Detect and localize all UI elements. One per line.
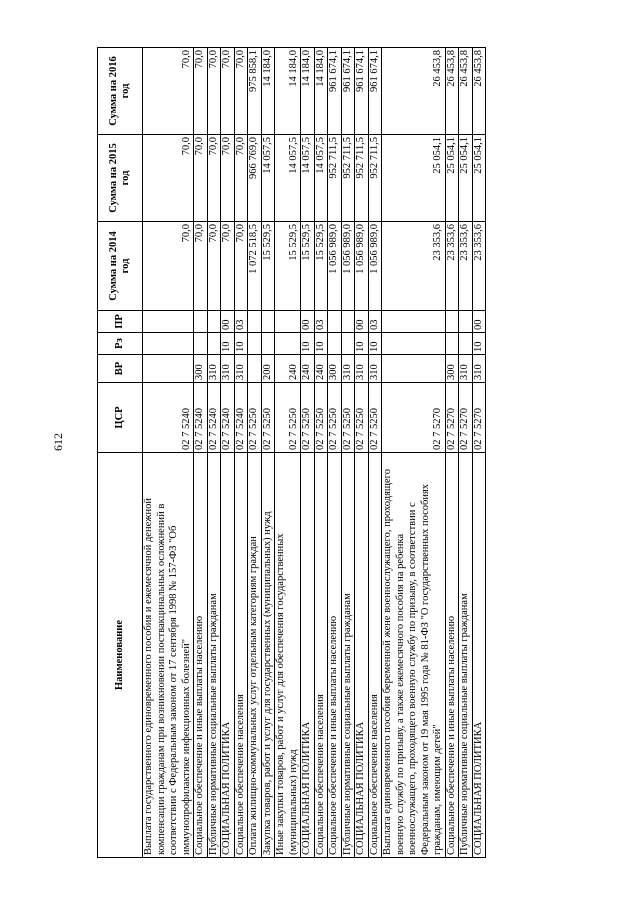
- header-rz: Рз: [98, 333, 143, 355]
- row-pr-cell: 00: [355, 311, 369, 333]
- row-sum-2015-cell: 70,0: [207, 135, 221, 222]
- row-sum-2016-cell: 961 674,1: [368, 48, 382, 135]
- row-sum-2014-cell: 15 529,5: [261, 222, 275, 311]
- row-pr-cell: [143, 311, 194, 333]
- row-sum-2016-cell: 70,0: [207, 48, 221, 135]
- row-sum-2015-cell: 70,0: [194, 135, 208, 222]
- row-sum-2016-cell: 26 453,8: [459, 48, 473, 135]
- table-row: [355, 48, 369, 858]
- row-csr-cell: 02 7 5250: [368, 383, 382, 453]
- row-pr-cell: [194, 311, 208, 333]
- row-rz-cell: 10: [355, 333, 369, 355]
- row-vr-cell: 310: [472, 355, 486, 383]
- row-vr-cell: 310: [368, 355, 382, 383]
- row-sum-2015-cell: 70,0: [143, 135, 194, 222]
- row-vr-cell: 310: [234, 355, 248, 383]
- row-name-cell: Публичные нормативные социальные выплаты гражданам: [341, 453, 355, 858]
- header-row: [98, 48, 143, 858]
- row-csr-cell: 02 7 5250: [261, 383, 275, 453]
- table-row: [207, 48, 221, 858]
- row-sum-2016-cell: 961 674,1: [341, 48, 355, 135]
- row-name-cell: Публичные нормативные социальные выплаты гражданам: [207, 453, 221, 858]
- row-name-cell: СОЦИАЛЬНАЯ ПОЛИТИКА: [355, 453, 369, 858]
- rotated-table-container: [97, 48, 557, 858]
- row-sum-2015-cell: 14 057,5: [314, 135, 328, 222]
- row-sum-2014-cell: 1 056 989,0: [355, 222, 369, 311]
- row-pr-cell: [445, 311, 459, 333]
- row-pr-cell: 00: [472, 311, 486, 333]
- row-vr-cell: 310: [341, 355, 355, 383]
- row-sum-2014-cell: 23 353,6: [459, 222, 473, 311]
- row-sum-2016-cell: 14 184,0: [314, 48, 328, 135]
- row-pr-cell: 03: [234, 311, 248, 333]
- row-sum-2016-cell: 14 184,0: [275, 48, 301, 135]
- table-row: [301, 48, 315, 858]
- row-sum-2015-cell: 25 054,1: [459, 135, 473, 222]
- row-csr-cell: 02 7 5250: [248, 383, 262, 453]
- table-row: [314, 48, 328, 858]
- table-row: [261, 48, 275, 858]
- table-row: [221, 48, 235, 858]
- row-rz-cell: [459, 333, 473, 355]
- row-sum-2016-cell: 70,0: [194, 48, 208, 135]
- row-rz-cell: [207, 333, 221, 355]
- row-vr-cell: [143, 355, 194, 383]
- row-csr-cell: 02 7 5250: [341, 383, 355, 453]
- row-sum-2016-cell: 14 184,0: [261, 48, 275, 135]
- row-sum-2014-cell: 15 529,5: [275, 222, 301, 311]
- row-csr-cell: 02 7 5270: [445, 383, 459, 453]
- row-sum-2015-cell: 952 711,5: [368, 135, 382, 222]
- header-name: Наименование: [98, 453, 143, 858]
- row-rz-cell: [382, 333, 446, 355]
- row-sum-2015-cell: 25 054,1: [445, 135, 459, 222]
- table-row: [472, 48, 486, 858]
- row-csr-cell: 02 7 5270: [459, 383, 473, 453]
- row-name-cell: СОЦИАЛЬНАЯ ПОЛИТИКА: [472, 453, 486, 858]
- header-sum-2016: Сумма на 2016 год: [98, 48, 143, 135]
- row-sum-2014-cell: 70,0: [194, 222, 208, 311]
- row-rz-cell: 10: [472, 333, 486, 355]
- row-name-cell: Социальное обеспечение и иные выплаты населению: [445, 453, 459, 858]
- row-name-cell: Иные закупки товаров, работ и услуг для обеспечения государственных (муниципальных) нужд: [275, 453, 301, 858]
- row-pr-cell: [248, 311, 262, 333]
- row-sum-2016-cell: 70,0: [234, 48, 248, 135]
- row-sum-2015-cell: 14 057,5: [301, 135, 315, 222]
- table-row: [459, 48, 473, 858]
- budget-table: [97, 47, 486, 858]
- row-sum-2014-cell: 23 353,6: [472, 222, 486, 311]
- row-name-cell: Закупка товаров, работ и услуг для государственных (муниципальных) нужд: [261, 453, 275, 858]
- row-rz-cell: [341, 333, 355, 355]
- row-sum-2016-cell: 961 674,1: [355, 48, 369, 135]
- row-csr-cell: 02 7 5240: [221, 383, 235, 453]
- row-vr-cell: 200: [261, 355, 275, 383]
- row-pr-cell: [382, 311, 446, 333]
- row-sum-2015-cell: 70,0: [234, 135, 248, 222]
- row-sum-2015-cell: 14 057,5: [275, 135, 301, 222]
- row-vr-cell: 310: [207, 355, 221, 383]
- row-sum-2016-cell: 70,0: [221, 48, 235, 135]
- row-vr-cell: 240: [275, 355, 301, 383]
- row-vr-cell: 240: [301, 355, 315, 383]
- row-pr-cell: 03: [314, 311, 328, 333]
- table-row: [248, 48, 262, 858]
- row-name-cell: Выплата единовременного пособия беременной жене военнослужащего, проходящего военную службу по призыву, а также ежемесячного пособия на ребенка военнослужащего, проходящего военную службу по призыву, в соответствии с Федеральным законом от 19 мая 1995 года № 81-ФЗ "О государственных пособиях гражданам, имеющим детей": [382, 453, 446, 858]
- row-sum-2014-cell: 70,0: [207, 222, 221, 311]
- row-pr-cell: 03: [368, 311, 382, 333]
- row-sum-2015-cell: 25 054,1: [472, 135, 486, 222]
- row-pr-cell: [459, 311, 473, 333]
- row-sum-2016-cell: 70,0: [143, 48, 194, 135]
- row-sum-2014-cell: 1 056 989,0: [341, 222, 355, 311]
- row-name-cell: Социальное обеспечение и иные выплаты населению: [328, 453, 342, 858]
- table-row: [275, 48, 301, 858]
- row-csr-cell: 02 7 5250: [355, 383, 369, 453]
- row-pr-cell: 00: [301, 311, 315, 333]
- row-csr-cell: 02 7 5240: [234, 383, 248, 453]
- row-csr-cell: 02 7 5250: [301, 383, 315, 453]
- table-row: [234, 48, 248, 858]
- row-csr-cell: 02 7 5250: [314, 383, 328, 453]
- row-sum-2015-cell: 952 711,5: [355, 135, 369, 222]
- row-vr-cell: 300: [194, 355, 208, 383]
- row-sum-2014-cell: 1 072 518,5: [248, 222, 262, 311]
- row-csr-cell: 02 7 5270: [472, 383, 486, 453]
- row-sum-2014-cell: 70,0: [221, 222, 235, 311]
- row-name-cell: Социальное обеспечение населения: [234, 453, 248, 858]
- row-name-cell: Выплата государственного единовременного пособия и ежемесячной денежной компенсации гражданам при возникновении поствакцинальных осложнений в соответствии с Федеральным законом от 17 сентября 1998 № 157-ФЗ "Об иммунопрофилактике инфекционных болезней": [143, 453, 194, 858]
- row-name-cell: Социальное обеспечение и иные выплаты населению: [194, 453, 208, 858]
- row-rz-cell: [194, 333, 208, 355]
- row-sum-2014-cell: 23 353,6: [382, 222, 446, 311]
- row-sum-2014-cell: 15 529,5: [301, 222, 315, 311]
- row-sum-2014-cell: 70,0: [234, 222, 248, 311]
- row-sum-2014-cell: 70,0: [143, 222, 194, 311]
- table-row: [143, 48, 194, 858]
- row-sum-2016-cell: 961 674,1: [328, 48, 342, 135]
- row-vr-cell: 300: [328, 355, 342, 383]
- row-sum-2015-cell: 70,0: [221, 135, 235, 222]
- header-sum-2014: Сумма на 2014 год: [98, 222, 143, 311]
- row-sum-2014-cell: 1 056 989,0: [328, 222, 342, 311]
- row-sum-2016-cell: 26 453,8: [382, 48, 446, 135]
- row-vr-cell: [382, 355, 446, 383]
- row-vr-cell: 310: [221, 355, 235, 383]
- header-pr: ПР: [98, 311, 143, 333]
- row-sum-2015-cell: 952 711,5: [328, 135, 342, 222]
- row-rz-cell: 10: [368, 333, 382, 355]
- row-csr-cell: 02 7 5240: [194, 383, 208, 453]
- row-csr-cell: 02 7 5240: [207, 383, 221, 453]
- row-rz-cell: [143, 333, 194, 355]
- row-rz-cell: 10: [221, 333, 235, 355]
- row-vr-cell: 240: [314, 355, 328, 383]
- row-sum-2015-cell: 14 057,5: [261, 135, 275, 222]
- row-pr-cell: [328, 311, 342, 333]
- row-vr-cell: [248, 355, 262, 383]
- row-name-cell: Социальное обеспечение населения: [368, 453, 382, 858]
- row-sum-2014-cell: 1 056 989,0: [368, 222, 382, 311]
- row-vr-cell: 300: [445, 355, 459, 383]
- row-csr-cell: 02 7 5250: [275, 383, 301, 453]
- table-row: [445, 48, 459, 858]
- row-name-cell: Оплата жилищно-коммунальных услуг отдельным категориям граждан: [248, 453, 262, 858]
- row-rz-cell: [275, 333, 301, 355]
- row-csr-cell: 02 7 5240: [143, 383, 194, 453]
- row-sum-2016-cell: 14 184,0: [301, 48, 315, 135]
- table-row: [382, 48, 446, 858]
- table-row: [341, 48, 355, 858]
- row-pr-cell: [341, 311, 355, 333]
- row-pr-cell: [275, 311, 301, 333]
- row-rz-cell: [248, 333, 262, 355]
- row-name-cell: Социальное обеспечение населения: [314, 453, 328, 858]
- row-sum-2016-cell: 975 858,1: [248, 48, 262, 135]
- row-pr-cell: [207, 311, 221, 333]
- row-rz-cell: [261, 333, 275, 355]
- row-vr-cell: 310: [355, 355, 369, 383]
- row-rz-cell: 10: [234, 333, 248, 355]
- row-sum-2015-cell: 25 054,1: [382, 135, 446, 222]
- header-csr: ЦСР: [98, 383, 143, 453]
- row-pr-cell: [261, 311, 275, 333]
- row-sum-2015-cell: 952 711,5: [341, 135, 355, 222]
- row-name-cell: СОЦИАЛЬНАЯ ПОЛИТИКА: [221, 453, 235, 858]
- row-csr-cell: 02 7 5270: [382, 383, 446, 453]
- header-sum-2015: Сумма на 2015 год: [98, 135, 143, 222]
- row-name-cell: Публичные нормативные социальные выплаты гражданам: [459, 453, 473, 858]
- row-vr-cell: 310: [459, 355, 473, 383]
- row-rz-cell: 10: [301, 333, 315, 355]
- row-rz-cell: 10: [314, 333, 328, 355]
- row-sum-2015-cell: 966 769,0: [248, 135, 262, 222]
- table-row: [194, 48, 208, 858]
- row-name-cell: СОЦИАЛЬНАЯ ПОЛИТИКА: [301, 453, 315, 858]
- header-vr: ВР: [98, 355, 143, 383]
- row-sum-2014-cell: 23 353,6: [445, 222, 459, 311]
- row-rz-cell: [445, 333, 459, 355]
- row-csr-cell: 02 7 5250: [328, 383, 342, 453]
- row-sum-2014-cell: 15 529,5: [314, 222, 328, 311]
- row-rz-cell: [328, 333, 342, 355]
- table-row: [368, 48, 382, 858]
- row-sum-2016-cell: 26 453,8: [445, 48, 459, 135]
- row-sum-2016-cell: 26 453,8: [472, 48, 486, 135]
- row-pr-cell: 00: [221, 311, 235, 333]
- page-number: 612: [50, 433, 65, 451]
- table-row: [328, 48, 342, 858]
